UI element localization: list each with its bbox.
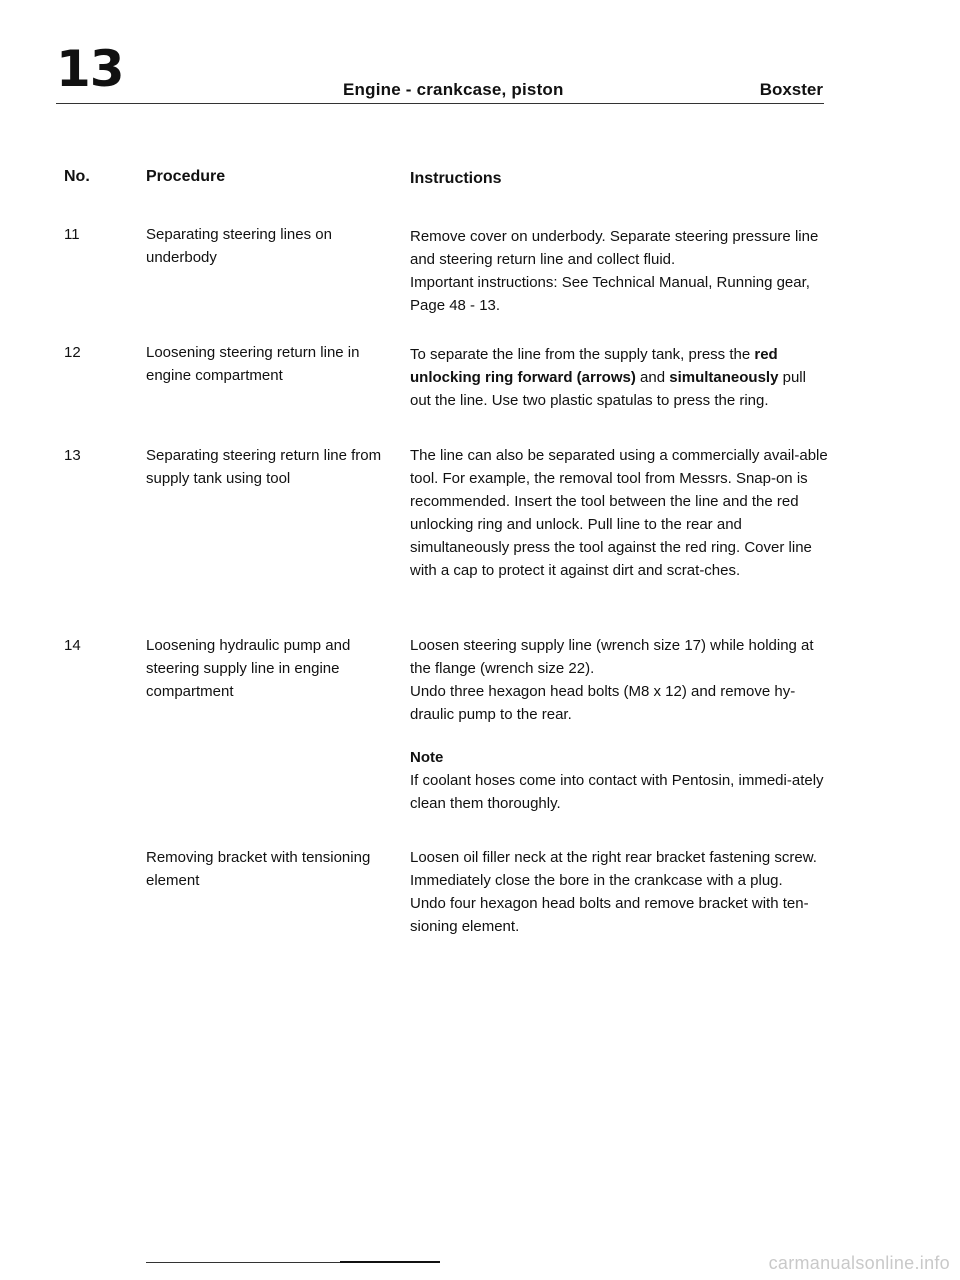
instruction-segment: To separate the line from the supply tank, press the: [410, 346, 755, 363]
procedure-text: Loosening hydraulic pump and steering supply line in engine compartment: [146, 637, 351, 700]
instruction-line: The line can also be separated using a commercially avail-able tool. For example, the removal tool from Messrs. Snap-on is recommended. Insert the tool between the line and the red unlocking ring and unlock. Pull line to the rear and simultaneously press the tool against the red ring. Cover line with a cap to protect it against dirt and scrat-ches.: [410, 447, 828, 579]
instruction-line: Remove cover on underbody. Separate steering pressure line and steering return line and collect fluid.: [410, 228, 819, 268]
step-number: 13: [64, 447, 81, 464]
note-text: If coolant hoses come into contact with Pentosin, immedi-ately clean them thoroughly.: [410, 772, 824, 812]
instructions-text: [410, 444, 830, 582]
header-divider: [56, 103, 824, 104]
instructions-text: [410, 634, 830, 726]
procedure-text: Separating steering return line from supply tank using tool: [146, 447, 382, 487]
instruction-emphasis: simultaneously: [669, 369, 779, 386]
procedure-text: Loosening steering return line in engine compartment: [146, 344, 360, 384]
instructions-text: [410, 846, 830, 938]
instruction-line: Loosen oil filler neck at the right rear bracket fastening screw. Immediately close the bore in the crankcase with a plug.: [410, 849, 817, 889]
instructions-text: [410, 225, 830, 317]
note-title: Note: [410, 749, 444, 766]
column-header-no: No.: [64, 168, 90, 185]
instruction-segment: pull out the line. Use two plastic spatulas to press the ring.: [410, 369, 806, 409]
instruction-segment: and: [635, 369, 670, 386]
column-header-instructions: Instructions: [410, 170, 502, 187]
footer-divider-accent: [340, 1261, 440, 1263]
instruction-emphasis: red unlocking ring forward (arrows): [410, 346, 778, 386]
page-title: Engine - crankcase, piston: [343, 80, 564, 99]
note-block: [410, 746, 830, 815]
instruction-line: Undo three hexagon head bolts (M8 x 12) and remove hy-draulic pump to the rear.: [410, 683, 796, 723]
column-header-procedure: Procedure: [146, 168, 226, 185]
procedure-text: Removing bracket with tensioning element: [146, 849, 371, 889]
watermark: carmanualsonline.info: [768, 1253, 950, 1273]
step-number: 11: [64, 226, 80, 243]
step-number: 14: [64, 637, 81, 654]
instruction-line: Undo four hexagon head bolts and remove bracket with ten-sioning element.: [410, 895, 809, 935]
instruction-line: Important instructions: See Technical Manual, Running gear, Page 48 - 13.: [410, 274, 810, 314]
instructions-text: [410, 343, 830, 412]
instruction-line: Loosen steering supply line (wrench size 17) while holding at the flange (wrench size 22).: [410, 637, 814, 677]
model-name: Boxster: [759, 80, 823, 99]
chapter-number: 13: [56, 40, 124, 98]
step-number: 12: [64, 344, 81, 361]
procedure-text: Separating steering lines on underbody: [146, 226, 332, 266]
